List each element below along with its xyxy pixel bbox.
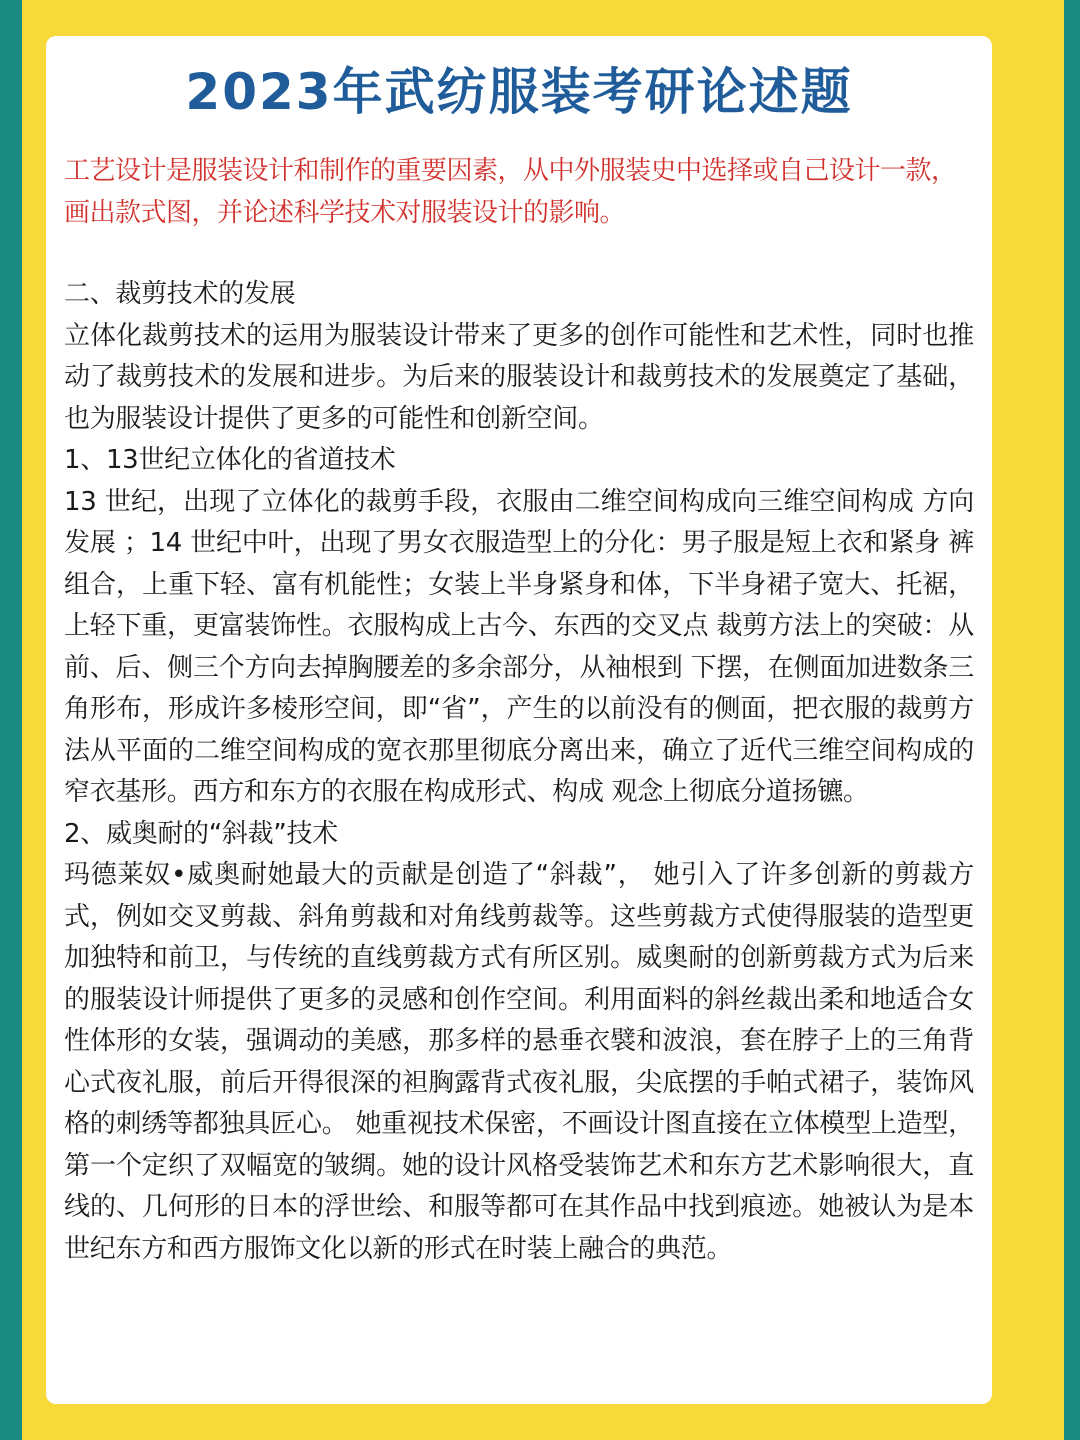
- paragraph-intro: 立体化裁剪技术的运用为服装设计带来了更多的创作可能性和艺术性，同时也推动了裁剪技术的发展和进步。为后来的服装设计和裁剪技术的发展奠定了基础，也为服装设计提供了更多的可能性和创新空间。: [64, 320, 974, 434]
- document-card: [46, 36, 992, 1404]
- subheading-bias-cut: 2、威奥耐的“斜裁”技术: [64, 818, 338, 849]
- exam-question: 工艺设计是服装设计和制作的重要因素，从中外服装史中选择或自己设计一款，画出款式图，并论述科学技术对服装设计的影响。: [64, 156, 957, 228]
- section-heading-cutting-development: 二、裁剪技术的发展: [64, 279, 296, 309]
- paragraph-dart-technique: 13 世纪，出现了立体化的裁剪手段，衣服由二维空间构成向三维空间构成 方向发展 ；14 世纪中叶，出现了男女衣服造型上的分化：男子服是短上衣和紧身 裤组合，上重下轻、富有机能性；女装上半身紧身和体，下半身裙子宽大、托裾，上轻下重，更富装饰性。衣服构成上古今、东西的交叉点 裁剪方法上的突破：从前、后、侧三个方向去掉胸腰差的多余部分，从袖根到 下摆，在侧面加进数条三角形布，形成许多棱形空间，即“省”，产生的以前没有的侧面，把衣服的裁剪方法从平面的二维空间构成的宽衣那里彻底分离出来，确立了近代三维空间构成的窄衣基形。西方和东方的衣服在构成形式、构成 观念上彻底分道扬镳。: [64, 486, 974, 807]
- page-title: 2023年武纺服装考研论述题: [185, 63, 853, 121]
- paragraph-bias-cut: 玛德莱奴•威奥耐她最大的贡献是创造了“斜裁”， 她引入了许多创新的剪裁方式，例如交叉剪裁、斜角剪裁和对角线剪裁等。这些剪裁方式使得服装的造型更加独特和前卫，与传统的直线剪裁方式有所区别。威奥耐的创新剪裁方式为后来的服装设计师提供了更多的灵感和创作空间。利用面料的斜丝裁出柔和地适合女性体形的女装，强调动的美感，那多样的悬垂衣襞和波浪，套在脖子上的三角背心式夜礼服，前后开得很深的袒胸露背式夜礼服，尖底摆的手帕式裙子，装饰风格的刺绣等都独具匠心。 她重视技术保密，不画设计图直接在立体模型上造型，第一个定织了双幅宽的皱绸。她的设计风格受装饰艺术和东方艺术影响很大，直线的、几何形的日本的浮世绘、和服等都可在其作品中找到痕迹。她被认为是本世纪东方和西方服饰文化以新的形式在时装上融合的典范。: [64, 860, 974, 1264]
- answer-body: [64, 274, 974, 1270]
- subheading-dart-technique: 1、13世纪立体化的省道技术: [64, 445, 396, 475]
